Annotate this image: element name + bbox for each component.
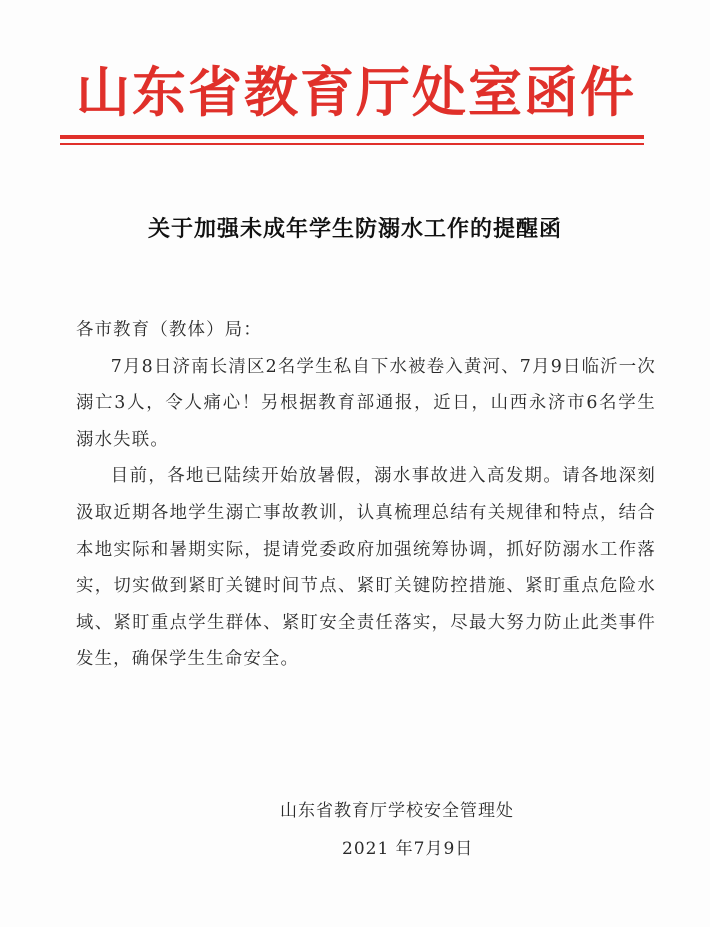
signature-organization: 山东省教育厅学校安全管理处: [280, 801, 514, 821]
signature-date: 2021 年7月9日: [342, 839, 474, 859]
letterhead-rule-thick: [60, 135, 644, 139]
letterhead-title: 山东省教育厅处室函件: [76, 61, 636, 124]
paragraph-2: 目前，各地已陆续开始放暑假，溺水事故进入高发期。请各地深刻汲取近期各地学生溺亡事故教训，认真梳理总结有关规律和特点，结合本地实际和暑期实际，提请党委政府加强统筹协调，抓好防溺水工作落实，切实做到紧盯关键时间节点、紧盯关键防控措施、紧盯重点危险水域、紧盯重点学生群体、紧盯安全责任落实，尽最大努力防止此类事件发生，确保学生生命安全。: [76, 466, 656, 670]
paragraph-1: 7月8日济南长清区2名学生私自下水被卷入黄河、7月9日临沂一次溺亡3人，令人痛心！另根据教育部通报，近日，山西永济市6名学生溺水失联。: [76, 356, 656, 450]
salutation: 各市教育（教体）局：: [76, 320, 262, 340]
document-title: 关于加强未成年学生防溺水工作的提醒函: [147, 217, 562, 242]
document-body: [76, 312, 656, 678]
letterhead-rule-thin: [60, 143, 644, 145]
signature-block: [280, 792, 570, 868]
